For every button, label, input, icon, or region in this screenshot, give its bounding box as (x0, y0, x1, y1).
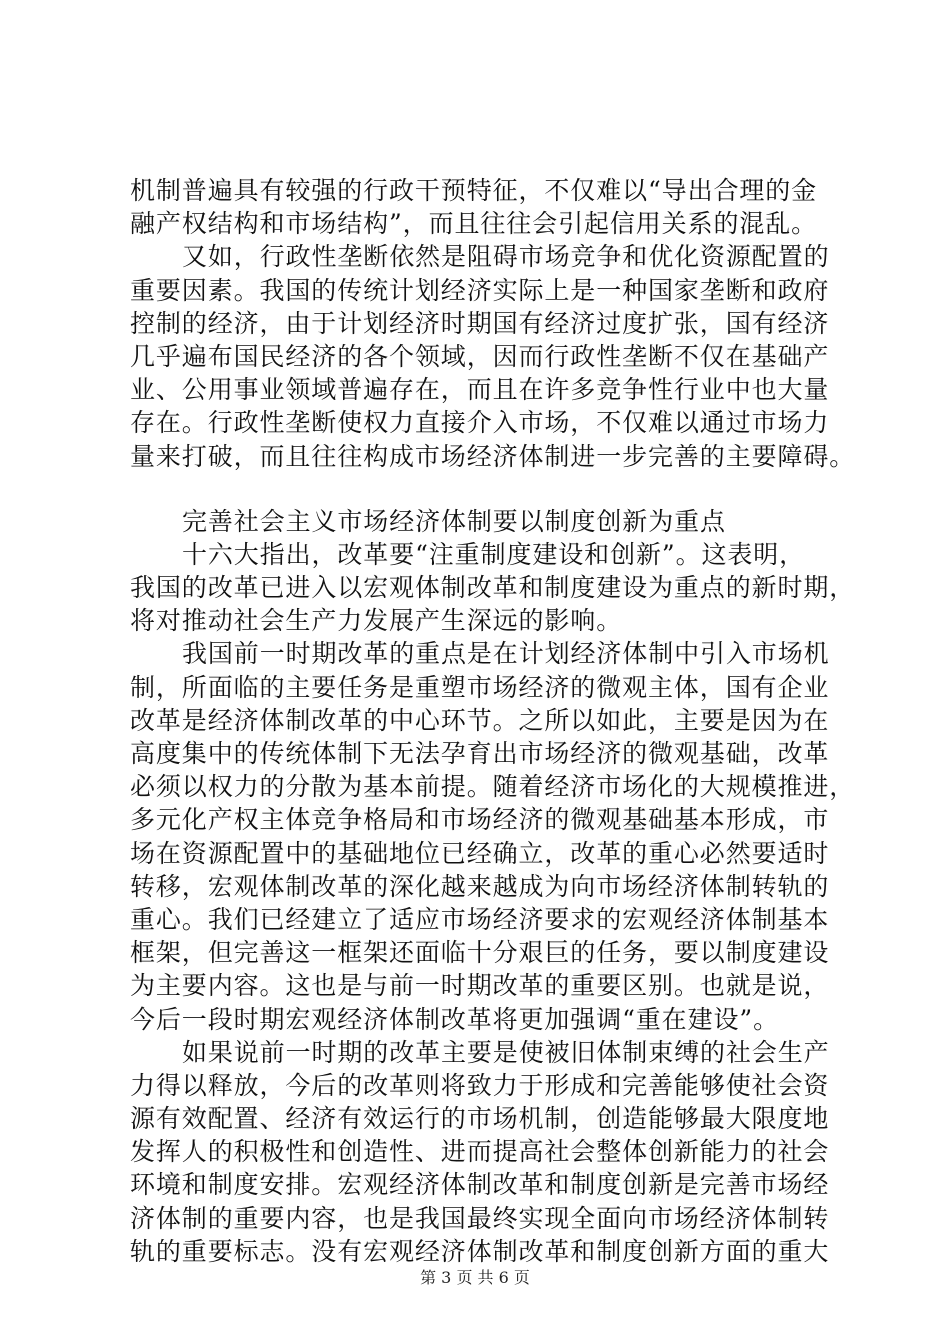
text-line: 发挥人的积极性和创造性、进而提高社会整体创新能力的社会 (130, 1137, 830, 1167)
document-body (130, 174, 856, 1268)
text-line: 源有效配置、经济有效运行的市场机制，创造能够最大限度地 (130, 1104, 830, 1134)
paragraph-future-reform (130, 1036, 830, 1268)
text-line: 多元化产权主体竞争格局和市场经济的微观基础基本形成，市 (130, 805, 830, 835)
text-line: 济体制的重要内容，也是我国最终实现全面向市场经济体制转 (130, 1203, 830, 1233)
text-line: 转移，宏观体制改革的深化越来越成为向市场经济体制转轨的 (130, 871, 830, 901)
section-heading: 完善社会主义市场经济体制要以制度创新为重点 (182, 506, 726, 536)
text-line: 将对推动社会生产力发展产生深远的影响。 (130, 606, 623, 636)
text-line: 机制普遍具有较强的行政干预特征，不仅难以“导出合理的金 (130, 176, 818, 205)
text-line: 又如，行政性垄断依然是阻碍市场竞争和优化资源配置的 (182, 242, 830, 272)
text-line: 环境和制度安排。宏观经济体制改革和制度创新是完善市场经 (130, 1170, 830, 1200)
text-line: 高度集中的传统体制下无法孕育出市场经济的微观基础，改革 (130, 739, 830, 768)
text-line: 制，所面临的主要任务是重塑市场经济的微观主体，国有企业 (130, 672, 830, 702)
text-line: 场在资源配置中的基础地位已经确立，改革的重心必然要适时 (130, 838, 830, 868)
text-line: 重要因素。我国的传统计划经济实际上是一种国家垄断和政府 (130, 275, 830, 305)
paragraph-sixteenth-congress (130, 538, 856, 638)
paragraph-administrative-monopoly (130, 240, 856, 472)
text-line: 改革是经济体制改革的中心环节。之所以如此，主要是因为在 (130, 705, 830, 735)
text-line: 框架，但完善这一框架还面临十分艰巨的任务，要以制度建设 (130, 938, 830, 968)
text-line: 量来打破，而且往往构成市场经济体制进一步完善的主要障碍。 (130, 441, 856, 471)
paragraph-spacer (130, 473, 830, 505)
text-line: 控制的经济，由于计划经济时期国有经济过度扩张，国有经济 (130, 308, 830, 338)
text-line: 为主要内容。这也是与前一时期改革的重要区别。也就是说， (130, 971, 830, 1001)
page-number-footer: 第 3 页 共 6 页 (420, 1268, 530, 1287)
paragraph-previous-reform (130, 637, 856, 1035)
text-line: 我国前一时期改革的重点是在计划经济体制中引入市场机 (182, 639, 830, 669)
text-line: 几乎遍布国民经济的各个领域，因而行政性垄断不仅在基础产 (130, 341, 830, 371)
text-line: 我国的改革已进入以宏观体制改革和制度建设为重点的新时期， (130, 573, 856, 603)
text-line: 今后一段时期宏观经济体制改革将更加强调“重在建设”。 (130, 1004, 779, 1034)
text-line: 十六大指出，改革要“注重制度建设和创新”。这表明， (182, 539, 806, 569)
text-line: 重心。我们已经建立了适应市场经济要求的宏观经济体制基本 (130, 904, 830, 934)
text-line: 轨的重要标志。没有宏观经济体制改革和制度创新方面的重大 (130, 1236, 830, 1266)
text-line: 存在。行政性垄断使权力直接介入市场，不仅难以通过市场力 (130, 408, 830, 438)
text-line: 业、公用事业领域普遍存在，而且在许多竞争性行业中也大量 (130, 375, 830, 405)
text-line: 如果说前一时期的改革主要是使被旧体制束缚的社会生产 (182, 1037, 830, 1067)
text-line: 力得以释放，今后的改革则将致力于形成和完善能够使社会资 (130, 1070, 830, 1100)
paragraph-continuation (130, 174, 830, 240)
text-line: 必须以权力的分散为基本前提。随着经济市场化的大规模推进， (130, 772, 856, 802)
text-line: 融产权结构和市场结构”，而且往往会引起信用关系的混乱。 (130, 209, 818, 239)
